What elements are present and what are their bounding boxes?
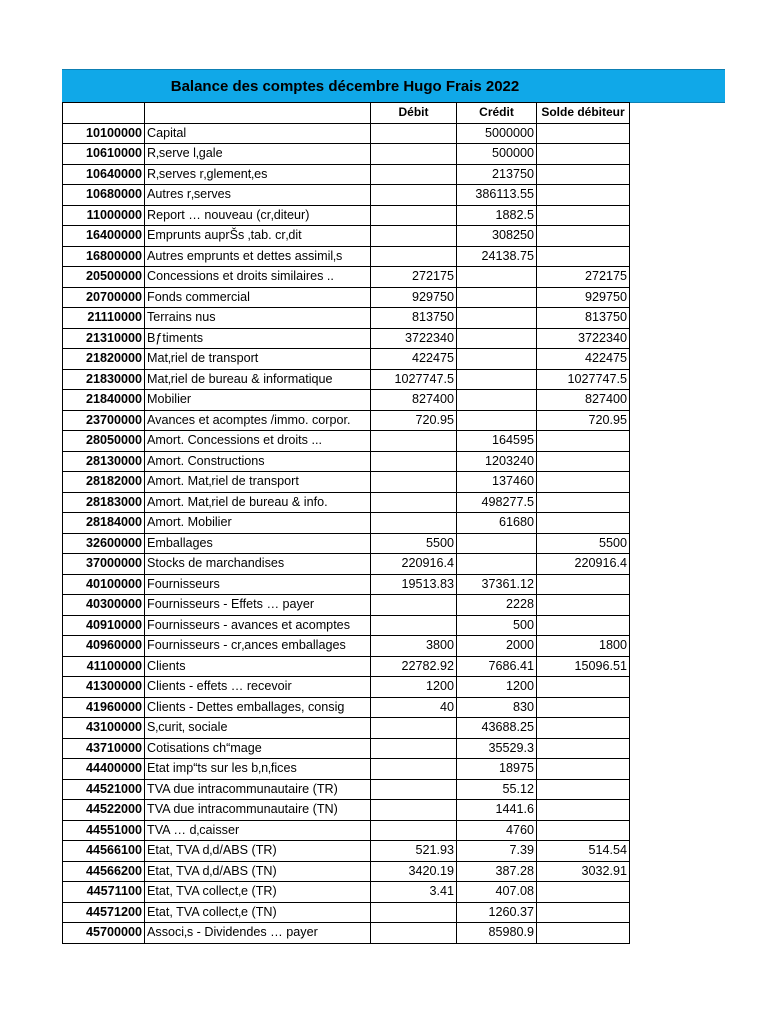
credit-cell: 4760 [457,820,537,841]
credit-cell [457,287,537,308]
debit-cell: 1027747.5 [371,369,457,390]
table-row [63,267,630,288]
credit-cell: 2228 [457,595,537,616]
debit-cell: 1200 [371,677,457,698]
table-row [63,882,630,903]
solde-cell [537,123,630,144]
solde-cell [537,595,630,616]
table-row [63,902,630,923]
account-number: 20500000 [63,267,145,288]
credit-cell: 55.12 [457,779,537,800]
table-row [63,410,630,431]
account-label: Amort. Mat‚riel de transport [145,472,371,493]
account-label: Etat, TVA collect‚e (TN) [145,902,371,923]
credit-cell: 35529.3 [457,738,537,759]
account-number: 28183000 [63,492,145,513]
credit-cell [457,390,537,411]
account-number: 44551000 [63,820,145,841]
account-label: Mobilier [145,390,371,411]
debit-cell [371,492,457,513]
debit-cell [371,615,457,636]
credit-cell [457,349,537,370]
account-number: 41300000 [63,677,145,698]
solde-cell [537,615,630,636]
account-number: 21310000 [63,328,145,349]
header-debit: Débit [371,103,457,124]
account-label: Etat, TVA collect‚e (TR) [145,882,371,903]
header-credit: Crédit [457,103,537,124]
debit-cell: 5500 [371,533,457,554]
account-number: 32600000 [63,533,145,554]
account-number: 43710000 [63,738,145,759]
credit-cell: 1260.37 [457,902,537,923]
account-label: TVA due intracommunautaire (TN) [145,800,371,821]
table-row [63,779,630,800]
account-label: R‚serve l‚gale [145,144,371,165]
table-row [63,800,630,821]
debit-cell [371,738,457,759]
table-row [63,287,630,308]
account-number: 44522000 [63,800,145,821]
solde-cell [537,718,630,739]
credit-cell [457,410,537,431]
debit-cell: 929750 [371,287,457,308]
table-row [63,677,630,698]
account-label: Bƒtiments [145,328,371,349]
account-label: Amort. Concessions et droits ... [145,431,371,452]
table-row [63,841,630,862]
account-number: 10680000 [63,185,145,206]
debit-cell: 220916.4 [371,554,457,575]
debit-cell [371,472,457,493]
solde-cell [537,923,630,944]
account-number: 21830000 [63,369,145,390]
solde-cell: 422475 [537,349,630,370]
header-account [63,103,145,124]
table-row [63,636,630,657]
credit-cell [457,369,537,390]
solde-cell: 827400 [537,390,630,411]
account-label: Autres emprunts et dettes assimil‚s [145,246,371,267]
table-row [63,431,630,452]
credit-cell: 37361.12 [457,574,537,595]
account-label: Mat‚riel de transport [145,349,371,370]
table-row [63,226,630,247]
table-row [63,144,630,165]
page-title: Balance des comptes décembre Hugo Frais 2022 [170,77,520,95]
account-label: Etat imp“ts sur les b‚n‚fices [145,759,371,780]
credit-cell: 7686.41 [457,656,537,677]
account-label: S‚curit‚ sociale [145,718,371,739]
solde-cell: 272175 [537,267,630,288]
solde-cell [537,164,630,185]
account-label: Clients - Dettes emballages, consig [145,697,371,718]
solde-cell [537,902,630,923]
account-label: Autres r‚serves [145,185,371,206]
account-label: Fournisseurs - Effets … payer [145,595,371,616]
credit-cell: 18975 [457,759,537,780]
table-row [63,697,630,718]
credit-cell: 7.39 [457,841,537,862]
account-number: 20700000 [63,287,145,308]
account-label: Etat, TVA d‚d/ABS (TN) [145,861,371,882]
account-label: Etat, TVA d‚d/ABS (TR) [145,841,371,862]
account-number: 21840000 [63,390,145,411]
account-number: 40300000 [63,595,145,616]
solde-cell [537,882,630,903]
table-row [63,533,630,554]
table-row [63,574,630,595]
balance-table [62,102,630,944]
credit-cell: 498277.5 [457,492,537,513]
table-row [63,861,630,882]
debit-cell [371,820,457,841]
solde-cell: 220916.4 [537,554,630,575]
credit-cell: 1441.6 [457,800,537,821]
account-label: Fournisseurs - cr‚ances emballages [145,636,371,657]
debit-cell: 3722340 [371,328,457,349]
account-number: 44566100 [63,841,145,862]
table-body [63,123,630,943]
table-row [63,349,630,370]
solde-cell [537,800,630,821]
debit-cell: 720.95 [371,410,457,431]
account-number: 23700000 [63,410,145,431]
account-number: 16400000 [63,226,145,247]
table-row [63,451,630,472]
debit-cell [371,513,457,534]
debit-cell [371,718,457,739]
credit-cell: 387.28 [457,861,537,882]
debit-cell [371,800,457,821]
debit-cell: 272175 [371,267,457,288]
credit-cell: 1200 [457,677,537,698]
account-label: Concessions et droits similaires .. [145,267,371,288]
debit-cell [371,779,457,800]
account-label: TVA … d‚caisser [145,820,371,841]
account-number: 16800000 [63,246,145,267]
credit-cell: 830 [457,697,537,718]
credit-cell: 2000 [457,636,537,657]
account-label: Amort. Constructions [145,451,371,472]
credit-cell: 5000000 [457,123,537,144]
debit-cell [371,451,457,472]
table-row [63,513,630,534]
solde-cell [537,472,630,493]
solde-cell [537,451,630,472]
credit-cell [457,328,537,349]
table-row [63,615,630,636]
solde-cell [537,779,630,800]
debit-cell [371,246,457,267]
table-row [63,820,630,841]
credit-cell: 500 [457,615,537,636]
account-number: 11000000 [63,205,145,226]
solde-cell: 720.95 [537,410,630,431]
account-label: Stocks de marchandises [145,554,371,575]
account-label: Fournisseurs - avances et acomptes [145,615,371,636]
account-number: 40960000 [63,636,145,657]
solde-cell [537,574,630,595]
credit-cell: 43688.25 [457,718,537,739]
credit-cell: 1882.5 [457,205,537,226]
account-number: 21110000 [63,308,145,329]
account-number: 10640000 [63,164,145,185]
debit-cell [371,431,457,452]
account-label: Clients - effets … recevoir [145,677,371,698]
account-number: 21820000 [63,349,145,370]
solde-cell [537,144,630,165]
debit-cell [371,759,457,780]
credit-cell [457,554,537,575]
credit-cell: 61680 [457,513,537,534]
credit-cell: 24138.75 [457,246,537,267]
credit-cell: 308250 [457,226,537,247]
account-label: Fonds commercial [145,287,371,308]
table-row [63,492,630,513]
solde-cell [537,738,630,759]
solde-cell: 1027747.5 [537,369,630,390]
solde-cell [537,492,630,513]
solde-cell: 813750 [537,308,630,329]
table-row [63,164,630,185]
account-label: R‚serves r‚glement‚es [145,164,371,185]
header-solde: Solde débiteur [537,103,630,124]
account-number: 40910000 [63,615,145,636]
credit-cell [457,267,537,288]
table-row [63,759,630,780]
account-number: 37000000 [63,554,145,575]
table-row [63,369,630,390]
account-number: 41100000 [63,656,145,677]
solde-cell [537,820,630,841]
account-label: Amort. Mat‚riel de bureau & info. [145,492,371,513]
debit-cell [371,185,457,206]
account-number: 45700000 [63,923,145,944]
account-label: TVA due intracommunautaire (TR) [145,779,371,800]
credit-cell: 500000 [457,144,537,165]
account-label: Associ‚s - Dividendes … payer [145,923,371,944]
solde-cell [537,205,630,226]
account-number: 28184000 [63,513,145,534]
debit-cell [371,164,457,185]
table-row [63,718,630,739]
debit-cell [371,595,457,616]
account-number: 43100000 [63,718,145,739]
account-number: 10610000 [63,144,145,165]
credit-cell [457,308,537,329]
table-row [63,390,630,411]
solde-cell: 929750 [537,287,630,308]
table-row [63,205,630,226]
credit-cell: 407.08 [457,882,537,903]
account-label: Cotisations ch“mage [145,738,371,759]
solde-cell: 15096.51 [537,656,630,677]
solde-cell [537,246,630,267]
table-row [63,738,630,759]
debit-cell [371,902,457,923]
solde-cell: 514.54 [537,841,630,862]
debit-cell: 22782.92 [371,656,457,677]
credit-cell: 1203240 [457,451,537,472]
table-row [63,308,630,329]
debit-cell [371,123,457,144]
account-label: Amort. Mobilier [145,513,371,534]
account-label: Terrains nus [145,308,371,329]
solde-cell: 3032.91 [537,861,630,882]
account-number: 44566200 [63,861,145,882]
account-label: Emballages [145,533,371,554]
title-bar [62,69,725,103]
debit-cell [371,205,457,226]
debit-cell: 40 [371,697,457,718]
solde-cell [537,697,630,718]
debit-cell: 827400 [371,390,457,411]
credit-cell: 85980.9 [457,923,537,944]
solde-cell [537,431,630,452]
debit-cell [371,923,457,944]
solde-cell [537,226,630,247]
account-number: 44400000 [63,759,145,780]
solde-cell: 3722340 [537,328,630,349]
header-row [63,103,630,124]
account-label: Capital [145,123,371,144]
solde-cell [537,677,630,698]
table-row [63,246,630,267]
account-label: Emprunts auprŠs ‚tab. cr‚dit [145,226,371,247]
table-row [63,595,630,616]
credit-cell: 137460 [457,472,537,493]
debit-cell [371,144,457,165]
account-label: Avances et acomptes /immo. corpor. [145,410,371,431]
account-label: Clients [145,656,371,677]
credit-cell: 386113.55 [457,185,537,206]
table-row [63,923,630,944]
solde-cell [537,759,630,780]
debit-cell: 19513.83 [371,574,457,595]
account-number: 28182000 [63,472,145,493]
account-label: Mat‚riel de bureau & informatique [145,369,371,390]
debit-cell: 3800 [371,636,457,657]
debit-cell: 813750 [371,308,457,329]
account-number: 28130000 [63,451,145,472]
account-number: 41960000 [63,697,145,718]
account-label: Fournisseurs [145,574,371,595]
account-number: 28050000 [63,431,145,452]
debit-cell: 3.41 [371,882,457,903]
solde-cell: 5500 [537,533,630,554]
account-number: 44571100 [63,882,145,903]
header-label [145,103,371,124]
table-row [63,472,630,493]
account-number: 40100000 [63,574,145,595]
credit-cell: 164595 [457,431,537,452]
solde-cell: 1800 [537,636,630,657]
table-row [63,328,630,349]
debit-cell [371,226,457,247]
debit-cell: 422475 [371,349,457,370]
account-label: Report … nouveau (cr‚diteur) [145,205,371,226]
solde-cell [537,185,630,206]
solde-cell [537,513,630,534]
table-row [63,185,630,206]
credit-cell: 213750 [457,164,537,185]
table-row [63,123,630,144]
credit-cell [457,533,537,554]
account-number: 10100000 [63,123,145,144]
debit-cell: 3420.19 [371,861,457,882]
account-number: 44521000 [63,779,145,800]
debit-cell: 521.93 [371,841,457,862]
table-row [63,554,630,575]
table-row [63,656,630,677]
account-number: 44571200 [63,902,145,923]
